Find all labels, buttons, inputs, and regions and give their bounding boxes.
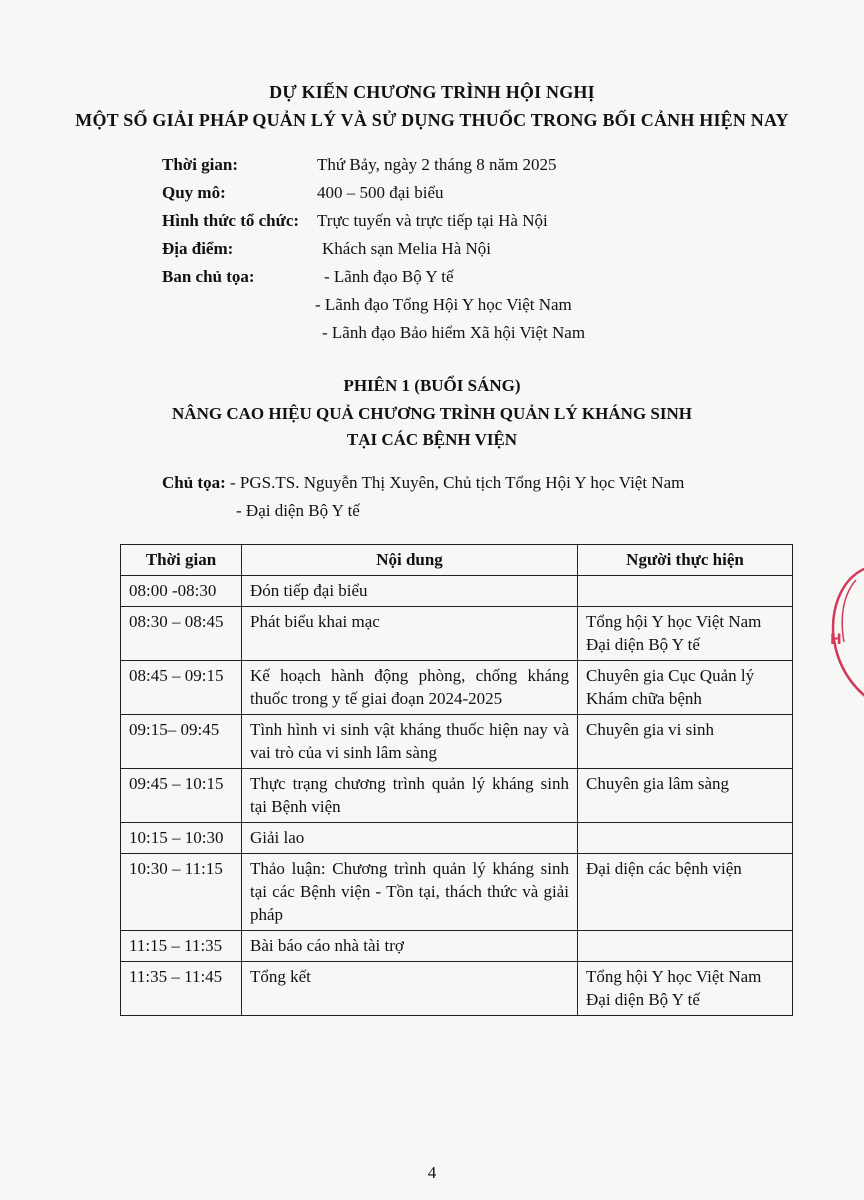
cell-content: Kế hoạch hành động phòng, chống kháng thuốc trong y tế giai đoạn 2024-2025 [242, 661, 578, 715]
document-subtitle: MỘT SỐ GIẢI PHÁP QUẢN LÝ VÀ SỬ DỤNG THUỐC TRONG BỐI CẢNH HIỆN NAY [75, 110, 789, 130]
table-row [121, 854, 793, 931]
page-number: 4 [427, 1163, 437, 1182]
table-row [121, 962, 793, 1016]
info-label: Hình thức tổ chức: [162, 211, 300, 230]
cell-content: Giải lao [242, 823, 578, 854]
cell-presenter [578, 931, 793, 962]
info-value: Trực tuyến và trực tiếp tại Hà Nội [317, 211, 548, 230]
table-row [121, 661, 793, 715]
cell-presenter [578, 576, 793, 607]
cell-time: 09:45 – 10:15 [121, 769, 242, 823]
chair-label: Chủ tọa: [162, 473, 226, 492]
seal-stamp-icon [808, 560, 864, 710]
cell-presenter: Chuyên gia Cục Quản lý Khám chữa bệnh [578, 661, 793, 715]
chair-line-2 [236, 501, 360, 521]
session-title-line-2: TẠI CÁC BỆNH VIỆN [346, 430, 518, 449]
cell-time: 11:15 – 11:35 [121, 931, 242, 962]
cell-content: Thảo luận: Chương trình quản lý kháng sinh tại các Bệnh viện - Tồn tại, thách thức và giải pháp [242, 854, 578, 931]
table-header-row [121, 545, 793, 576]
chair-line-1 [162, 473, 684, 493]
cell-presenter: Đại diện các bệnh viện [578, 854, 793, 931]
cell-time: 09:15– 09:45 [121, 715, 242, 769]
cell-content: Thực trạng chương trình quản lý kháng sinh tại Bệnh viện [242, 769, 578, 823]
session-heading: PHIÊN 1 (BUỔI SÁNG) [343, 376, 521, 395]
cell-time: 10:15 – 10:30 [121, 823, 242, 854]
cell-presenter: Tổng hội Y học Việt Nam Đại diện Bộ Y tế [578, 962, 793, 1016]
cell-time: 11:35 – 11:45 [121, 962, 242, 1016]
info-label: Quy mô: [162, 183, 226, 202]
info-value: - Lãnh đạo Tổng Hội Y học Việt Nam [315, 295, 572, 314]
info-label: Ban chủ tọa: [162, 267, 255, 286]
cell-time: 08:45 – 09:15 [121, 661, 242, 715]
cell-time: 10:30 – 11:15 [121, 854, 242, 931]
info-value: - Lãnh đạo Bộ Y tế [324, 267, 454, 286]
cell-presenter: Tổng hội Y học Việt Nam Đại diện Bộ Y tế [578, 607, 793, 661]
table-row [121, 576, 793, 607]
document-title: DỰ KIẾN CHƯƠNG TRÌNH HỘI NGHỊ [269, 82, 595, 102]
chair-member: - PGS.TS. Nguyễn Thị Xuyên, Chủ tịch Tổng Hội Y học Việt Nam [225, 473, 685, 492]
chair-member: - Đại diện Bộ Y tế [236, 501, 360, 520]
cell-content: Bài báo cáo nhà tài trợ [242, 931, 578, 962]
table-row [121, 823, 793, 854]
schedule-table [120, 544, 793, 1016]
table-row [121, 769, 793, 823]
svg-text:H: H [830, 632, 842, 648]
session-title-line-1: NÂNG CAO HIỆU QUẢ CHƯƠNG TRÌNH QUẢN LÝ KHÁNG SINH [172, 404, 692, 423]
info-value: - Lãnh đạo Bảo hiểm Xã hội Việt Nam [322, 323, 586, 342]
cell-presenter [578, 823, 793, 854]
table-row [121, 715, 793, 769]
column-header-time: Thời gian [121, 545, 242, 576]
info-value: Thứ Bảy, ngày 2 tháng 8 năm 2025 [317, 155, 557, 174]
column-header-presenter: Người thực hiện [578, 545, 793, 576]
info-value: 400 – 500 đại biểu [317, 183, 444, 202]
info-value: Khách sạn Melia Hà Nội [322, 239, 492, 258]
table-row [121, 931, 793, 962]
cell-content: Phát biểu khai mạc [242, 607, 578, 661]
cell-presenter: Chuyên gia lâm sàng [578, 769, 793, 823]
cell-content: Đón tiếp đại biểu [242, 576, 578, 607]
table-row [121, 607, 793, 661]
column-header-content: Nội dung [242, 545, 578, 576]
info-label: Địa điểm: [162, 239, 234, 258]
cell-content: Tình hình vi sinh vật kháng thuốc hiện nay và vai trò của vi sinh lâm sàng [242, 715, 578, 769]
cell-content: Tổng kết [242, 962, 578, 1016]
cell-time: 08:00 -08:30 [121, 576, 242, 607]
cell-time: 08:30 – 08:45 [121, 607, 242, 661]
info-label: Thời gian: [162, 155, 239, 174]
cell-presenter: Chuyên gia vi sinh [578, 715, 793, 769]
